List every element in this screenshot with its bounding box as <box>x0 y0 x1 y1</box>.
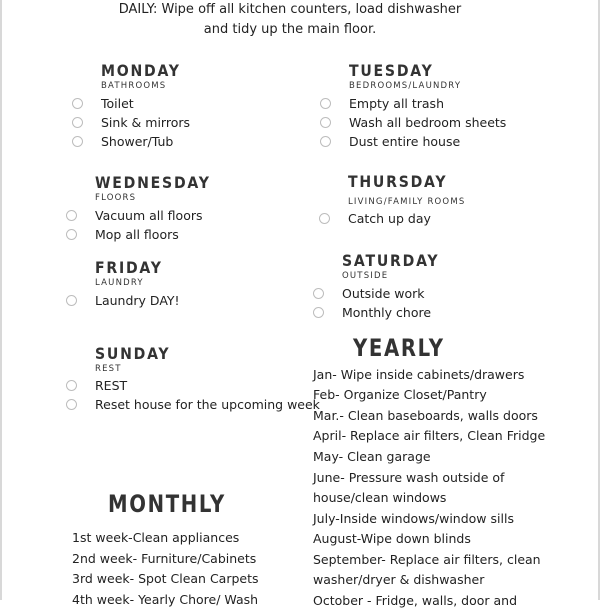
task-item: Sink & mirrors <box>101 115 190 130</box>
day-title: WEDNESDAY <box>95 173 211 192</box>
monthly-line: 4th week- Yearly Chore/ Wash <box>72 592 259 607</box>
monthly-line: 3rd week- Spot Clean Carpets <box>72 571 259 586</box>
checkbox-circle[interactable] <box>72 117 83 128</box>
task-item: Vacuum all floors <box>95 208 203 223</box>
task-item: Monthly chore <box>342 305 432 320</box>
day-title: TUESDAY <box>349 61 434 80</box>
checkbox-circle[interactable] <box>66 229 77 240</box>
day-tuesday <box>349 62 461 92</box>
day-subtitle: BATHROOMS <box>101 81 167 91</box>
task-item: Laundry DAY! <box>95 293 180 308</box>
task-item: Dust entire house <box>349 134 461 149</box>
checkbox-circle[interactable] <box>313 307 324 318</box>
checkbox-circle[interactable] <box>313 288 324 299</box>
daily-line-2: and tidy up the main floor. <box>203 22 377 37</box>
day-friday <box>95 259 172 289</box>
checkbox-circle[interactable] <box>320 98 331 109</box>
yearly-line: house/clean windows <box>313 490 447 505</box>
checkbox-circle[interactable] <box>72 98 83 109</box>
monthly-line: 2nd week- Furniture/Cabinets <box>72 551 257 566</box>
checkbox-circle[interactable] <box>66 380 77 391</box>
yearly-line: May- Clean garage <box>313 449 431 464</box>
task-item: Mop all floors <box>95 227 179 242</box>
checkbox-circle[interactable] <box>72 136 83 147</box>
day-title: MONDAY <box>101 61 181 80</box>
monthly-title: MONTHLY <box>108 490 226 518</box>
task-item: Catch up day <box>348 211 431 226</box>
yearly-line: washer/dryer & dishwasher <box>313 572 485 587</box>
day-monday <box>101 62 192 92</box>
task-item: Reset house for the upcoming week <box>95 397 320 412</box>
task-item: REST <box>95 378 128 393</box>
yearly-title: YEARLY <box>353 334 445 362</box>
daily-line-1: DAILY: Wipe off all kitchen counters, load dishwasher <box>118 2 462 17</box>
task-item: Wash all bedroom sheets <box>349 115 507 130</box>
day-subtitle: OUTSIDE <box>342 271 389 281</box>
daily-note <box>0 0 580 40</box>
checkbox-circle[interactable] <box>66 210 77 221</box>
page-left-edge <box>0 0 2 600</box>
task-item: Shower/Tub <box>101 134 174 149</box>
yearly-line: June- Pressure wash outside of <box>313 470 505 485</box>
yearly-line: July-Inside windows/window sills <box>313 511 514 526</box>
day-subtitle: FLOORS <box>95 193 137 203</box>
yearly-line: Feb- Organize Closet/Pantry <box>313 387 487 402</box>
yearly-line: Mar.- Clean baseboards, walls doors <box>313 408 538 423</box>
day-title: FRIDAY <box>95 258 163 277</box>
checkbox-circle[interactable] <box>66 399 77 410</box>
day-saturday <box>342 252 453 282</box>
day-subtitle: LAUNDRY <box>95 278 144 288</box>
checkbox-circle[interactable] <box>319 213 330 224</box>
day-thursday <box>348 173 465 208</box>
day-wednesday <box>95 174 226 204</box>
yearly-line: October - Fridge, walls, door and <box>313 593 518 608</box>
day-title: SATURDAY <box>342 251 440 270</box>
task-item: Empty all trash <box>349 96 444 111</box>
yearly-line: April- Replace air filters, Clean Fridge <box>313 428 546 443</box>
day-subtitle: LIVING/FAMILY ROOMS <box>348 197 466 207</box>
day-title: SUNDAY <box>95 344 171 363</box>
yearly-line: August-Wipe down blinds <box>313 531 471 546</box>
checkbox-circle[interactable] <box>320 117 331 128</box>
checkbox-circle[interactable] <box>320 136 331 147</box>
day-title: THURSDAY <box>348 172 448 191</box>
yearly-line: Jan- Wipe inside cabinets/drawers <box>313 367 525 382</box>
task-item: Outside work <box>342 286 425 301</box>
day-subtitle: REST <box>95 364 122 374</box>
task-item: Toilet <box>101 96 134 111</box>
day-subtitle: BEDROOMS/LAUNDRY <box>349 81 462 91</box>
yearly-line: September- Replace air filters, clean <box>313 552 541 567</box>
monthly-line: 1st week-Clean appliances <box>72 530 240 545</box>
day-sunday <box>95 345 181 375</box>
checkbox-circle[interactable] <box>66 295 77 306</box>
